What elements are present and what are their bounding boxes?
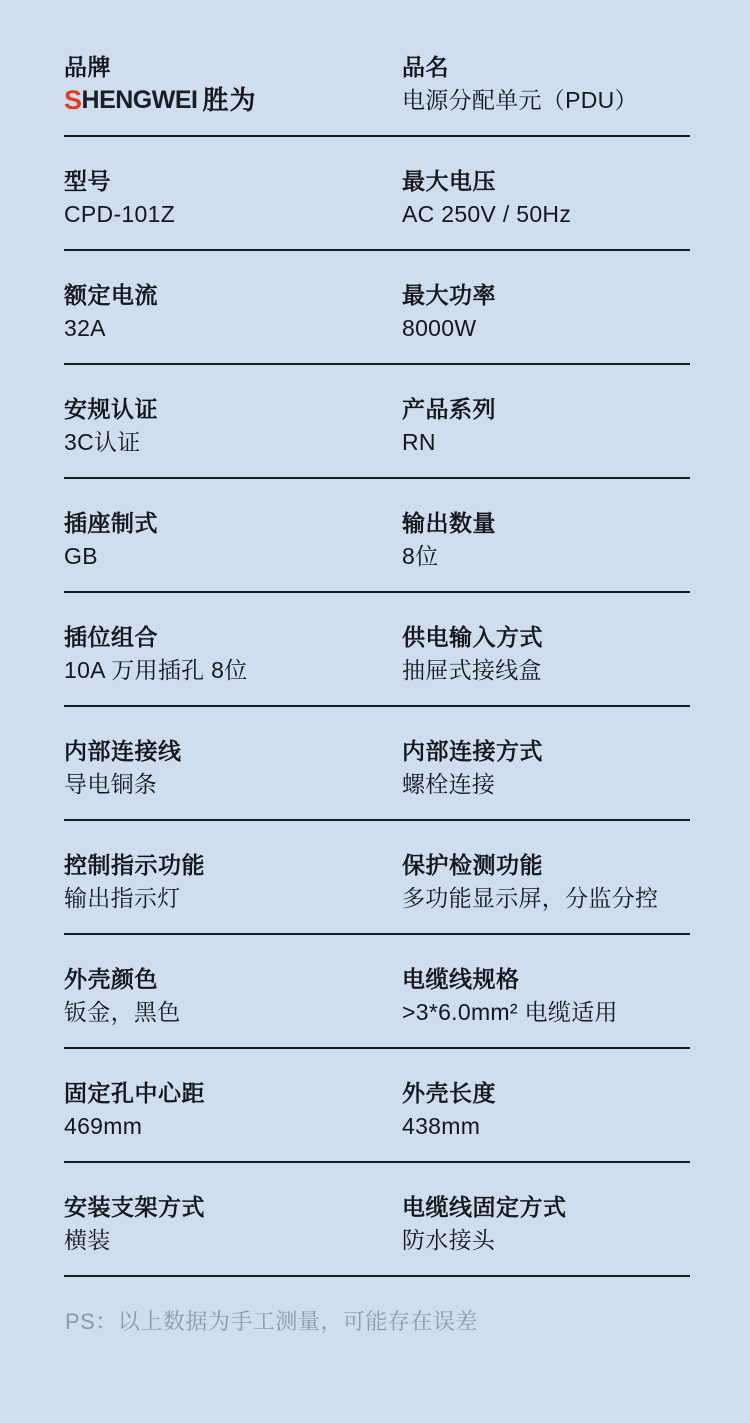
- spec-label: 外壳颜色: [64, 966, 158, 992]
- spec-value: RN: [402, 429, 436, 455]
- spec-row-mounting: [64, 1163, 690, 1277]
- spec-label: 最大电压: [402, 168, 496, 194]
- spec-label: 外壳长度: [402, 1080, 496, 1106]
- spec-cell: [402, 506, 690, 573]
- spec-row-socket-standard: [64, 479, 690, 593]
- spec-value: 3C认证: [64, 429, 141, 455]
- spec-value: AC 250V / 50Hz: [402, 201, 572, 227]
- spec-cell: [64, 506, 402, 573]
- spec-value: 8000W: [402, 315, 477, 341]
- spec-cell: [64, 734, 402, 801]
- spec-value: >3*6.0mm² 电缆适用: [402, 999, 618, 1025]
- spec-label: 插位组合: [64, 624, 158, 650]
- spec-cell: [64, 620, 402, 687]
- spec-row-current: [64, 251, 690, 365]
- brand-logo-s: S: [64, 85, 82, 115]
- spec-label: 安装支架方式: [64, 1194, 205, 1220]
- spec-cell: [64, 278, 402, 345]
- spec-label: 电缆线规格: [402, 966, 520, 992]
- spec-cell: [402, 734, 690, 801]
- spec-value: 8位: [402, 543, 439, 569]
- spec-value: 469mm: [64, 1113, 143, 1139]
- spec-label: 固定孔中心距: [64, 1080, 205, 1106]
- spec-value: 导电铜条: [64, 771, 158, 797]
- spec-label: 额定电流: [64, 282, 158, 308]
- spec-row-indicator: [64, 821, 690, 935]
- brand-logo-cn: 胜为: [202, 85, 257, 115]
- spec-value: 防水接头: [402, 1227, 496, 1253]
- spec-value: 抽屉式接线盒: [402, 657, 542, 683]
- spec-cell: [64, 392, 402, 459]
- spec-label: 内部连接线: [64, 738, 182, 764]
- spec-row-model: [64, 137, 690, 251]
- spec-value: 电源分配单元（PDU）: [402, 87, 638, 113]
- spec-label: 输出数量: [402, 510, 496, 536]
- spec-value: 多功能显示屏，分监分控: [402, 885, 659, 911]
- spec-label: 品名: [402, 54, 449, 80]
- spec-value: 横装: [64, 1227, 111, 1253]
- spec-label: 内部连接方式: [402, 738, 543, 764]
- spec-cell: [64, 50, 402, 117]
- spec-value: 钣金，黑色: [64, 999, 181, 1025]
- spec-label: 保护检测功能: [402, 852, 543, 878]
- spec-cell: [64, 164, 402, 231]
- spec-cell: [402, 392, 690, 459]
- spec-label: 电缆线固定方式: [402, 1194, 567, 1220]
- spec-cell: [402, 1076, 690, 1143]
- spec-label: 型号: [64, 168, 111, 194]
- spec-value: 10A 万用插孔 8位: [64, 657, 248, 683]
- spec-cell: [402, 278, 690, 345]
- spec-cell: [64, 1076, 402, 1143]
- ps-note: PS：以上数据为手工测量，可能存在误差: [65, 1309, 478, 1334]
- spec-label: 插座制式: [64, 510, 158, 536]
- spec-row-brand: [64, 23, 690, 137]
- spec-row-socket-combo: [64, 593, 690, 707]
- spec-row-shell-color: [64, 935, 690, 1049]
- spec-cell: [402, 50, 690, 117]
- spec-label: 供电输入方式: [402, 624, 543, 650]
- brand-logo: [64, 84, 402, 117]
- spec-cell: [64, 848, 402, 915]
- spec-value: 438mm: [402, 1113, 481, 1139]
- spec-cell: [402, 1190, 690, 1257]
- spec-row-internal-wiring: [64, 707, 690, 821]
- spec-cell: [402, 962, 690, 1029]
- spec-value: CPD-101Z: [64, 201, 176, 227]
- spec-value: 螺栓连接: [402, 771, 496, 797]
- spec-row-hole-distance: [64, 1049, 690, 1163]
- spec-label: 产品系列: [402, 396, 496, 422]
- spec-label: 品牌: [64, 54, 111, 80]
- spec-label: 安规认证: [64, 396, 158, 422]
- spec-cell: [402, 848, 690, 915]
- spec-cell: [64, 1190, 402, 1257]
- spec-cell: [64, 962, 402, 1029]
- spec-row-certification: [64, 365, 690, 479]
- spec-cell: [402, 164, 690, 231]
- spec-value: 32A: [64, 315, 106, 341]
- spec-label: 控制指示功能: [64, 852, 205, 878]
- spec-value: GB: [64, 543, 98, 569]
- spec-cell: [402, 620, 690, 687]
- spec-label: 最大功率: [402, 282, 496, 308]
- brand-logo-latin: HENGWEI: [81, 86, 198, 114]
- spec-value: 输出指示灯: [64, 885, 181, 911]
